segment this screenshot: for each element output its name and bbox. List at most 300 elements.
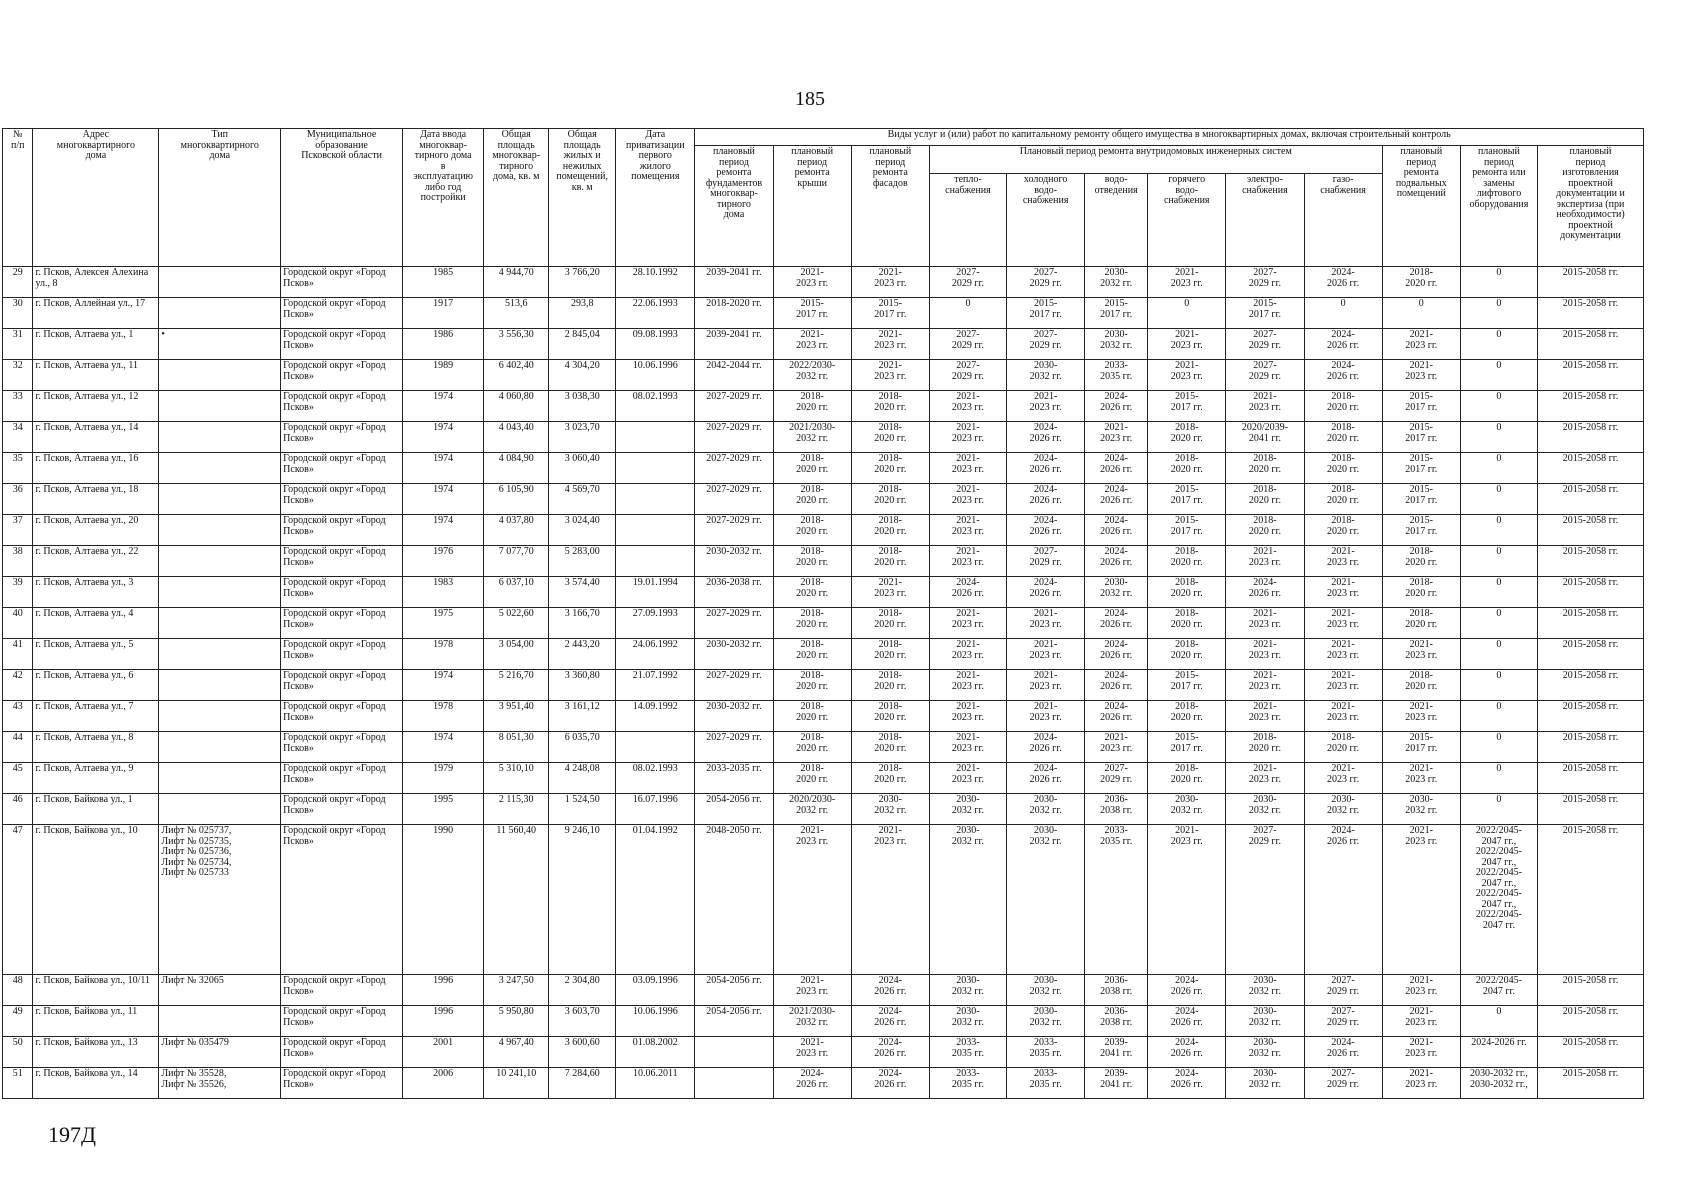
cell-gas: 2027- 2029 гг. xyxy=(1304,1068,1382,1099)
cell-electric: 2030- 2032 гг. xyxy=(1226,1037,1304,1068)
header-privatization: Дата приватизации первого жилого помещения xyxy=(616,129,695,267)
cell-facade: 2030- 2032 гг. xyxy=(851,794,929,825)
cell-num: 44 xyxy=(3,732,33,763)
cell-type xyxy=(159,453,281,484)
cell-docs: 2015-2058 гг. xyxy=(1538,732,1644,763)
table-row xyxy=(3,391,1644,422)
cell-docs: 2015-2058 гг. xyxy=(1538,1068,1644,1099)
cell-facade: 2018- 2020 гг. xyxy=(851,391,929,422)
cell-electric: 2021- 2023 гг. xyxy=(1226,639,1304,670)
cell-residential-area: 2 304,80 xyxy=(549,975,616,1006)
cell-num: 33 xyxy=(3,391,33,422)
cell-hot-water: 2021- 2023 гг. xyxy=(1148,825,1226,975)
cell-municipality: Городской округ «Город Псков» xyxy=(281,670,403,701)
cell-type xyxy=(159,701,281,732)
cell-facade: 2024- 2026 гг. xyxy=(851,1068,929,1099)
page-number: 185 xyxy=(795,88,825,110)
cell-cold-water: 2030- 2032 гг. xyxy=(1007,794,1085,825)
cell-privatization: 22.06.1993 xyxy=(616,298,695,329)
cell-foundation: 2039-2041 гг. xyxy=(695,329,773,360)
table-row xyxy=(3,546,1644,577)
cell-foundation: 2030-2032 гг. xyxy=(695,701,773,732)
cell-year: 1976 xyxy=(403,546,484,577)
cell-drainage: 2024- 2026 гг. xyxy=(1085,546,1148,577)
cell-type xyxy=(159,577,281,608)
cell-gas: 2024- 2026 гг. xyxy=(1304,825,1382,975)
cell-type xyxy=(159,639,281,670)
cell-cold-water: 2021- 2023 гг. xyxy=(1007,608,1085,639)
cell-year: 1989 xyxy=(403,360,484,391)
cell-foundation: 2027-2029 гг. xyxy=(695,608,773,639)
cell-docs: 2015-2058 гг. xyxy=(1538,639,1644,670)
cell-elevator: 0 xyxy=(1460,763,1537,794)
cell-year: 1975 xyxy=(403,608,484,639)
table-row xyxy=(3,639,1644,670)
cell-facade: 2021- 2023 гг. xyxy=(851,329,929,360)
cell-foundation: 2027-2029 гг. xyxy=(695,732,773,763)
cell-electric: 2027- 2029 гг. xyxy=(1226,329,1304,360)
header-roof: плановый период ремонта крыши xyxy=(773,146,851,267)
cell-residential-area: 3 574,40 xyxy=(549,577,616,608)
cell-basement: 2030- 2032 гг. xyxy=(1382,794,1460,825)
cell-hot-water: 2024- 2026 гг. xyxy=(1148,1037,1226,1068)
cell-elevator: 0 xyxy=(1460,670,1537,701)
cell-basement: 2018- 2020 гг. xyxy=(1382,608,1460,639)
cell-privatization: 14.09.1992 xyxy=(616,701,695,732)
header-elevator: плановый период ремонта или замены лифтового оборудования xyxy=(1460,146,1537,267)
cell-docs: 2015-2058 гг. xyxy=(1538,422,1644,453)
cell-type xyxy=(159,670,281,701)
cell-elevator: 0 xyxy=(1460,608,1537,639)
cell-cold-water: 2024- 2026 гг. xyxy=(1007,515,1085,546)
cell-electric: 2030- 2032 гг. xyxy=(1226,794,1304,825)
cell-municipality: Городской округ «Город Псков» xyxy=(281,763,403,794)
cell-drainage: 2030- 2032 гг. xyxy=(1085,329,1148,360)
cell-num: 48 xyxy=(3,975,33,1006)
cell-gas: 2024- 2026 гг. xyxy=(1304,1037,1382,1068)
cell-total-area: 5 216,70 xyxy=(484,670,549,701)
cell-cold-water: 2030- 2032 гг. xyxy=(1007,360,1085,391)
cell-elevator: 0 xyxy=(1460,453,1537,484)
cell-facade: 2018- 2020 гг. xyxy=(851,608,929,639)
cell-total-area: 4 944,70 xyxy=(484,267,549,298)
header-type: Тип многоквартирного дома xyxy=(159,129,281,267)
cell-electric: 2021- 2023 гг. xyxy=(1226,391,1304,422)
cell-address: г. Псков, Алтаева ул., 4 xyxy=(33,608,159,639)
header-municipality: Муниципальное образование Псковской области xyxy=(281,129,403,267)
header-docs: плановый период изготовления проектной документации и экспертиза (при необходимости) проектной документации xyxy=(1538,146,1644,267)
header-total-area: Общая площадь многоквар- тирного дома, кв. м xyxy=(484,129,549,267)
cell-residential-area: 3 161,12 xyxy=(549,701,616,732)
cell-foundation: 2054-2056 гг. xyxy=(695,975,773,1006)
cell-num: 30 xyxy=(3,298,33,329)
table-row xyxy=(3,670,1644,701)
cell-type xyxy=(159,484,281,515)
cell-elevator: 0 xyxy=(1460,639,1537,670)
cell-facade: 2018- 2020 гг. xyxy=(851,422,929,453)
cell-cold-water: 2033- 2035 гг. xyxy=(1007,1037,1085,1068)
cell-type xyxy=(159,298,281,329)
cell-cold-water: 2015- 2017 гг. xyxy=(1007,298,1085,329)
cell-num: 32 xyxy=(3,360,33,391)
cell-heat: 2021- 2023 гг. xyxy=(929,732,1006,763)
cell-heat: 2033- 2035 гг. xyxy=(929,1037,1006,1068)
cell-residential-area: 3 603,70 xyxy=(549,1006,616,1037)
cell-elevator: 0 xyxy=(1460,732,1537,763)
cell-elevator: 2030-2032 гг., 2030-2032 гг., xyxy=(1460,1068,1537,1099)
header-gas: газо- снабжения xyxy=(1304,174,1382,267)
cell-residential-area: 293,8 xyxy=(549,298,616,329)
cell-type xyxy=(159,608,281,639)
cell-foundation xyxy=(695,1068,773,1099)
cell-electric: 2021- 2023 гг. xyxy=(1226,763,1304,794)
cell-residential-area: 3 166,70 xyxy=(549,608,616,639)
cell-elevator: 0 xyxy=(1460,515,1537,546)
cell-heat: 2030- 2032 гг. xyxy=(929,1006,1006,1037)
cell-municipality: Городской округ «Город Псков» xyxy=(281,701,403,732)
cell-elevator: 0 xyxy=(1460,391,1537,422)
cell-drainage: 2036- 2038 гг. xyxy=(1085,794,1148,825)
cell-num: 46 xyxy=(3,794,33,825)
cell-gas: 2021- 2023 гг. xyxy=(1304,701,1382,732)
cell-basement: 0 xyxy=(1382,298,1460,329)
cell-elevator: 0 xyxy=(1460,701,1537,732)
cell-total-area: 3 951,40 xyxy=(484,701,549,732)
cell-elevator: 0 xyxy=(1460,422,1537,453)
cell-heat: 2021- 2023 гг. xyxy=(929,391,1006,422)
cell-basement: 2015- 2017 гг. xyxy=(1382,732,1460,763)
cell-drainage: 2024- 2026 гг. xyxy=(1085,391,1148,422)
cell-type xyxy=(159,732,281,763)
cell-docs: 2015-2058 гг. xyxy=(1538,453,1644,484)
cell-roof: 2021- 2023 гг. xyxy=(773,825,851,975)
cell-residential-area: 6 035,70 xyxy=(549,732,616,763)
cell-num: 38 xyxy=(3,546,33,577)
cell-address: г. Псков, Байкова ул., 10 xyxy=(33,825,159,975)
cell-address: г. Псков, Алтаева ул., 8 xyxy=(33,732,159,763)
cell-residential-area: 1 524,50 xyxy=(549,794,616,825)
cell-electric: 2021- 2023 гг. xyxy=(1226,608,1304,639)
cell-heat: 2021- 2023 гг. xyxy=(929,701,1006,732)
cell-total-area: 6 037,10 xyxy=(484,577,549,608)
table-row xyxy=(3,360,1644,391)
cell-drainage: 2027- 2029 гг. xyxy=(1085,763,1148,794)
cell-basement: 2021- 2023 гг. xyxy=(1382,1006,1460,1037)
header-basement: плановый период ремонта подвальных помещений xyxy=(1382,146,1460,267)
cell-roof: 2018- 2020 гг. xyxy=(773,701,851,732)
header-num: № п/п xyxy=(3,129,33,267)
cell-type xyxy=(159,391,281,422)
cell-municipality: Городской округ «Город Псков» xyxy=(281,1037,403,1068)
cell-docs: 2015-2058 гг. xyxy=(1538,298,1644,329)
cell-drainage: 2024- 2026 гг. xyxy=(1085,639,1148,670)
cell-elevator: 0 xyxy=(1460,298,1537,329)
cell-municipality: Городской округ «Город Псков» xyxy=(281,515,403,546)
header-electric: электро- снабжения xyxy=(1226,174,1304,267)
cell-gas: 2021- 2023 гг. xyxy=(1304,639,1382,670)
cell-residential-area: 3 600,60 xyxy=(549,1037,616,1068)
cell-privatization: 10.06.2011 xyxy=(616,1068,695,1099)
cell-cold-water: 2024- 2026 гг. xyxy=(1007,763,1085,794)
cell-year: 1985 xyxy=(403,267,484,298)
cell-foundation: 2036-2038 гг. xyxy=(695,577,773,608)
cell-privatization xyxy=(616,484,695,515)
cell-year: 1996 xyxy=(403,1006,484,1037)
cell-elevator: 0 xyxy=(1460,577,1537,608)
cell-gas: 0 xyxy=(1304,298,1382,329)
cell-total-area: 4 037,80 xyxy=(484,515,549,546)
cell-address: г. Псков, Алтаева ул., 20 xyxy=(33,515,159,546)
cell-type: Лифт № 32065 xyxy=(159,975,281,1006)
cell-municipality: Городской округ «Город Псков» xyxy=(281,453,403,484)
cell-roof: 2018- 2020 гг. xyxy=(773,484,851,515)
cell-drainage: 2021- 2023 гг. xyxy=(1085,422,1148,453)
cell-elevator: 2022/2045- 2047 гг. xyxy=(1460,975,1537,1006)
cell-docs: 2015-2058 гг. xyxy=(1538,360,1644,391)
cell-foundation: 2027-2029 гг. xyxy=(695,484,773,515)
cell-cold-water: 2021- 2023 гг. xyxy=(1007,701,1085,732)
cell-drainage: 2021- 2023 гг. xyxy=(1085,732,1148,763)
cell-residential-area: 3 060,40 xyxy=(549,453,616,484)
cell-hot-water: 2030- 2032 гг. xyxy=(1148,794,1226,825)
cell-num: 47 xyxy=(3,825,33,975)
cell-municipality: Городской округ «Город Псков» xyxy=(281,360,403,391)
cell-heat: 2030- 2032 гг. xyxy=(929,975,1006,1006)
cell-foundation: 2027-2029 гг. xyxy=(695,670,773,701)
cell-type xyxy=(159,546,281,577)
cell-hot-water: 2024- 2026 гг. xyxy=(1148,1006,1226,1037)
cell-docs: 2015-2058 гг. xyxy=(1538,825,1644,975)
cell-municipality: Городской округ «Город Псков» xyxy=(281,639,403,670)
cell-roof: 2018- 2020 гг. xyxy=(773,670,851,701)
cell-municipality: Городской округ «Город Псков» xyxy=(281,825,403,975)
table-row xyxy=(3,422,1644,453)
cell-gas: 2027- 2029 гг. xyxy=(1304,975,1382,1006)
cell-municipality: Городской округ «Город Псков» xyxy=(281,298,403,329)
cell-hot-water: 2018- 2020 гг. xyxy=(1148,608,1226,639)
cell-heat: 2021- 2023 гг. xyxy=(929,546,1006,577)
cell-type: • xyxy=(159,329,281,360)
cell-hot-water: 2024- 2026 гг. xyxy=(1148,975,1226,1006)
cell-roof: 2018- 2020 гг. xyxy=(773,639,851,670)
cell-gas: 2018- 2020 гг. xyxy=(1304,515,1382,546)
cell-docs: 2015-2058 гг. xyxy=(1538,1037,1644,1068)
cell-cold-water: 2030- 2032 гг. xyxy=(1007,825,1085,975)
cell-year: 1978 xyxy=(403,639,484,670)
cell-num: 42 xyxy=(3,670,33,701)
cell-heat: 2030- 2032 гг. xyxy=(929,794,1006,825)
cell-drainage: 2036- 2038 гг. xyxy=(1085,1006,1148,1037)
cell-foundation: 2054-2056 гг. xyxy=(695,794,773,825)
cell-address: г. Псков, Байкова ул., 1 xyxy=(33,794,159,825)
cell-basement: 2021- 2023 гг. xyxy=(1382,1068,1460,1099)
cell-basement: 2021- 2023 гг. xyxy=(1382,701,1460,732)
cell-num: 51 xyxy=(3,1068,33,1099)
header-hot-water: горячего водо- снабжения xyxy=(1148,174,1226,267)
cell-drainage: 2024- 2026 гг. xyxy=(1085,453,1148,484)
cell-municipality: Городской округ «Город Псков» xyxy=(281,577,403,608)
cell-cold-water: 2024- 2026 гг. xyxy=(1007,453,1085,484)
cell-drainage: 2024- 2026 гг. xyxy=(1085,701,1148,732)
cell-basement: 2021- 2023 гг. xyxy=(1382,825,1460,975)
cell-drainage: 2030- 2032 гг. xyxy=(1085,267,1148,298)
header-systems-group: Плановый период ремонта внутридомовых инженерных систем xyxy=(929,146,1382,174)
table-row xyxy=(3,732,1644,763)
cell-residential-area: 3 023,70 xyxy=(549,422,616,453)
cell-heat: 2027- 2029 гг. xyxy=(929,360,1006,391)
cell-municipality: Городской округ «Город Псков» xyxy=(281,732,403,763)
cell-address: г. Псков, Алтаева ул., 5 xyxy=(33,639,159,670)
cell-basement: 2018- 2020 гг. xyxy=(1382,546,1460,577)
cell-year: 1983 xyxy=(403,577,484,608)
cell-elevator: 0 xyxy=(1460,794,1537,825)
cell-docs: 2015-2058 гг. xyxy=(1538,701,1644,732)
cell-municipality: Городской округ «Город Псков» xyxy=(281,267,403,298)
cell-electric: 2021- 2023 гг. xyxy=(1226,670,1304,701)
cell-num: 35 xyxy=(3,453,33,484)
cell-heat: 2027- 2029 гг. xyxy=(929,329,1006,360)
cell-privatization: 09.08.1993 xyxy=(616,329,695,360)
cell-foundation: 2027-2029 гг. xyxy=(695,422,773,453)
cell-facade: 2021- 2023 гг. xyxy=(851,825,929,975)
cell-facade: 2015- 2017 гг. xyxy=(851,298,929,329)
cell-hot-water: 2021- 2023 гг. xyxy=(1148,267,1226,298)
cell-facade: 2021- 2023 гг. xyxy=(851,577,929,608)
cell-drainage: 2033- 2035 гг. xyxy=(1085,360,1148,391)
cell-privatization: 16.07.1996 xyxy=(616,794,695,825)
cell-roof: 2018- 2020 гг. xyxy=(773,391,851,422)
cell-docs: 2015-2058 гг. xyxy=(1538,577,1644,608)
cell-total-area: 5 310,10 xyxy=(484,763,549,794)
cell-gas: 2024- 2026 гг. xyxy=(1304,360,1382,391)
cell-hot-water: 2018- 2020 гг. xyxy=(1148,639,1226,670)
cell-roof: 2024- 2026 гг. xyxy=(773,1068,851,1099)
cell-elevator: 0 xyxy=(1460,267,1537,298)
cell-docs: 2015-2058 гг. xyxy=(1538,794,1644,825)
cell-residential-area: 3 024,40 xyxy=(549,515,616,546)
cell-year: 1978 xyxy=(403,701,484,732)
cell-residential-area: 9 246,10 xyxy=(549,825,616,975)
cell-facade: 2018- 2020 гг. xyxy=(851,732,929,763)
cell-facade: 2018- 2020 гг. xyxy=(851,639,929,670)
cell-heat: 2021- 2023 гг. xyxy=(929,670,1006,701)
cell-basement: 2015- 2017 гг. xyxy=(1382,515,1460,546)
cell-type xyxy=(159,422,281,453)
cell-drainage: 2039- 2041 гг. xyxy=(1085,1037,1148,1068)
cell-num: 45 xyxy=(3,763,33,794)
cell-municipality: Городской округ «Город Псков» xyxy=(281,608,403,639)
table-body xyxy=(3,267,1644,1099)
cell-residential-area: 2 845,04 xyxy=(549,329,616,360)
cell-heat: 0 xyxy=(929,298,1006,329)
cell-facade: 2024- 2026 гг. xyxy=(851,1006,929,1037)
cell-basement: 2018- 2020 гг. xyxy=(1382,267,1460,298)
cell-heat: 2021- 2023 гг. xyxy=(929,453,1006,484)
cell-cold-water: 2024- 2026 гг. xyxy=(1007,484,1085,515)
cell-gas: 2018- 2020 гг. xyxy=(1304,422,1382,453)
cell-privatization xyxy=(616,732,695,763)
cell-num: 37 xyxy=(3,515,33,546)
cell-basement: 2018- 2020 гг. xyxy=(1382,577,1460,608)
cell-facade: 2018- 2020 гг. xyxy=(851,453,929,484)
cell-residential-area: 4 304,20 xyxy=(549,360,616,391)
cell-electric: 2018- 2020 гг. xyxy=(1226,484,1304,515)
cell-foundation: 2027-2029 гг. xyxy=(695,515,773,546)
cell-year: 1996 xyxy=(403,975,484,1006)
cell-heat: 2021- 2023 гг. xyxy=(929,608,1006,639)
cell-elevator: 2024-2026 гг. xyxy=(1460,1037,1537,1068)
cell-roof: 2018- 2020 гг. xyxy=(773,546,851,577)
cell-elevator: 0 xyxy=(1460,484,1537,515)
table-row xyxy=(3,298,1644,329)
cell-residential-area: 4 248,08 xyxy=(549,763,616,794)
cell-drainage: 2015- 2017 гг. xyxy=(1085,298,1148,329)
cell-num: 29 xyxy=(3,267,33,298)
cell-heat: 2024- 2026 гг. xyxy=(929,577,1006,608)
cell-total-area: 6 402,40 xyxy=(484,360,549,391)
cell-hot-water: 2015- 2017 гг. xyxy=(1148,484,1226,515)
cell-total-area: 4 060,80 xyxy=(484,391,549,422)
cell-gas: 2027- 2029 гг. xyxy=(1304,1006,1382,1037)
cell-hot-water: 2015- 2017 гг. xyxy=(1148,391,1226,422)
cell-address: г. Псков, Алтаева ул., 12 xyxy=(33,391,159,422)
table-row xyxy=(3,701,1644,732)
cell-cold-water: 2021- 2023 гг. xyxy=(1007,639,1085,670)
cell-gas: 2021- 2023 гг. xyxy=(1304,577,1382,608)
cell-cold-water: 2021- 2023 гг. xyxy=(1007,670,1085,701)
cell-roof: 2018- 2020 гг. xyxy=(773,608,851,639)
cell-gas: 2021- 2023 гг. xyxy=(1304,546,1382,577)
cell-type: Лифт № 025737, Лифт № 025735, Лифт № 025736, Лифт № 025734, Лифт № 025733 xyxy=(159,825,281,975)
cell-year: 2006 xyxy=(403,1068,484,1099)
cell-drainage: 2024- 2026 гг. xyxy=(1085,608,1148,639)
cell-privatization: 08.02.1993 xyxy=(616,763,695,794)
cell-type xyxy=(159,360,281,391)
cell-municipality: Городской округ «Город Псков» xyxy=(281,484,403,515)
cell-basement: 2015- 2017 гг. xyxy=(1382,422,1460,453)
cell-residential-area: 7 284,60 xyxy=(549,1068,616,1099)
table-row xyxy=(3,1068,1644,1099)
cell-cold-water: 2030- 2032 гг. xyxy=(1007,1006,1085,1037)
cell-electric: 2020/2039- 2041 гг. xyxy=(1226,422,1304,453)
cell-year: 1986 xyxy=(403,329,484,360)
cell-total-area: 11 560,40 xyxy=(484,825,549,975)
cell-basement: 2021- 2023 гг. xyxy=(1382,1037,1460,1068)
cell-gas: 2021- 2023 гг. xyxy=(1304,608,1382,639)
cell-foundation: 2054-2056 гг. xyxy=(695,1006,773,1037)
cell-privatization xyxy=(616,515,695,546)
cell-roof: 2021- 2023 гг. xyxy=(773,267,851,298)
cell-elevator: 0 xyxy=(1460,546,1537,577)
cell-heat: 2021- 2023 гг. xyxy=(929,515,1006,546)
capital-repair-table xyxy=(2,128,1644,1099)
cell-docs: 2015-2058 гг. xyxy=(1538,670,1644,701)
cell-foundation: 2027-2029 гг. xyxy=(695,391,773,422)
cell-electric: 2030- 2032 гг. xyxy=(1226,1068,1304,1099)
cell-privatization: 08.02.1993 xyxy=(616,391,695,422)
cell-total-area: 10 241,10 xyxy=(484,1068,549,1099)
cell-year: 1974 xyxy=(403,453,484,484)
cell-gas: 2018- 2020 гг. xyxy=(1304,453,1382,484)
cell-roof: 2022/2030- 2032 гг. xyxy=(773,360,851,391)
cell-facade: 2018- 2020 гг. xyxy=(851,515,929,546)
cell-hot-water: 2018- 2020 гг. xyxy=(1148,422,1226,453)
table-row xyxy=(3,794,1644,825)
cell-roof: 2018- 2020 гг. xyxy=(773,577,851,608)
cell-drainage: 2024- 2026 гг. xyxy=(1085,484,1148,515)
cell-hot-water: 2018- 2020 гг. xyxy=(1148,546,1226,577)
cell-address: г. Псков, Алтаева ул., 6 xyxy=(33,670,159,701)
